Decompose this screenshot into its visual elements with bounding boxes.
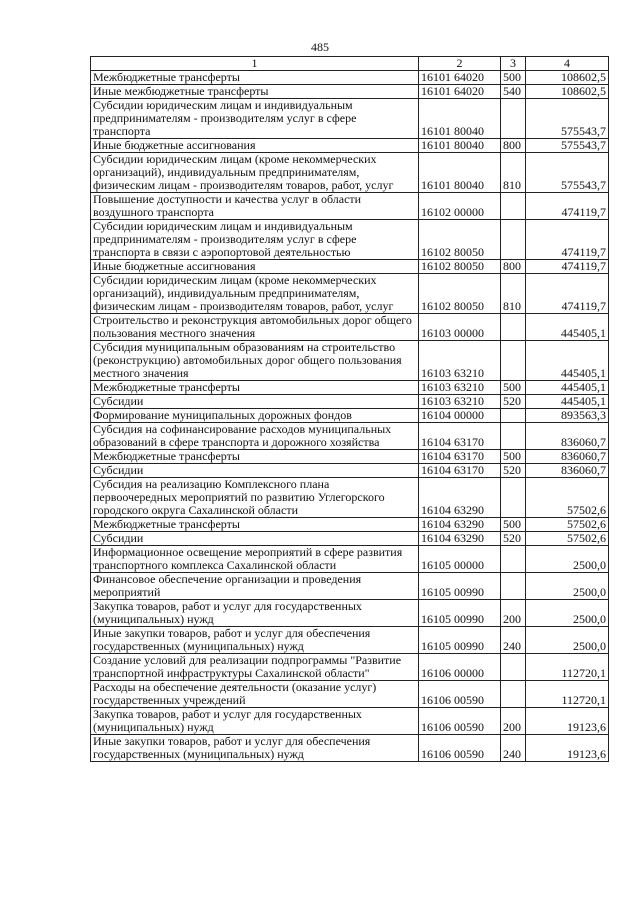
row-name: Строительство и реконструкция автомобильных дорог общего пользования местного значения (91, 314, 419, 341)
row-name: Субсидия муниципальным образованиям на строительство (реконструкцию) автомобильных дорог общего пользования местного значения (91, 341, 419, 381)
row-code: 16102 80050 (419, 220, 501, 260)
row-amount: 19123,6 (526, 735, 609, 762)
row-type (501, 341, 526, 381)
row-amount: 836060,7 (526, 450, 609, 464)
row-type: 500 (501, 450, 526, 464)
row-amount: 2500,0 (526, 600, 609, 627)
row-name: Субсидии (91, 395, 419, 409)
row-type: 500 (501, 71, 526, 85)
row-amount: 2500,0 (526, 546, 609, 573)
row-code: 16101 64020 (419, 71, 501, 85)
row-type (501, 220, 526, 260)
row-name: Субсидии юридическим лицам и индивидуальным предпринимателям - производителям услуг в сфере транспорта в связи с аэропортовой деятельностью (91, 220, 419, 260)
row-type: 500 (501, 381, 526, 395)
row-type (501, 573, 526, 600)
row-name: Иные бюджетные ассигнования (91, 139, 419, 153)
row-type: 200 (501, 708, 526, 735)
row-code: 16103 63210 (419, 395, 501, 409)
row-code: 16104 63170 (419, 450, 501, 464)
row-type: 240 (501, 735, 526, 762)
table-row (91, 395, 609, 409)
table-row (91, 627, 609, 654)
row-name: Повышение доступности и качества услуг в области воздушного транспорта (91, 193, 419, 220)
row-name: Межбюджетные трансферты (91, 450, 419, 464)
row-name: Межбюджетные трансферты (91, 518, 419, 532)
row-type: 800 (501, 260, 526, 274)
row-amount: 893563,3 (526, 409, 609, 423)
row-name: Создание условий для реализации подпрограммы "Развитие транспортной инфраструктуры Сахалинской области" (91, 654, 419, 681)
table-row (91, 735, 609, 762)
row-name: Субсидии юридическим лицам (кроме некоммерческих организаций), индивидуальным предпринимателям, физическим лицам - производителям товаров, работ, услуг (91, 153, 419, 193)
row-name: Иные бюджетные ассигнования (91, 260, 419, 274)
row-amount: 112720,1 (526, 681, 609, 708)
row-amount: 575543,7 (526, 99, 609, 139)
table-row (91, 532, 609, 546)
row-type: 520 (501, 464, 526, 478)
row-code: 16102 80050 (419, 260, 501, 274)
row-amount: 445405,1 (526, 395, 609, 409)
row-amount: 445405,1 (526, 341, 609, 381)
row-code: 16105 00990 (419, 600, 501, 627)
row-code: 16105 00990 (419, 627, 501, 654)
table-row (91, 464, 609, 478)
page-number: 485 (311, 40, 329, 54)
table-row (91, 573, 609, 600)
table-row (91, 153, 609, 193)
row-amount: 19123,6 (526, 708, 609, 735)
row-type: 810 (501, 274, 526, 314)
row-type (501, 409, 526, 423)
table-row (91, 423, 609, 450)
table-row (91, 478, 609, 518)
table-row (91, 409, 609, 423)
row-type (501, 99, 526, 139)
row-amount: 474119,7 (526, 220, 609, 260)
row-amount: 57502,6 (526, 478, 609, 518)
row-type (501, 423, 526, 450)
row-type (501, 193, 526, 220)
table-row (91, 71, 609, 85)
table-row (91, 681, 609, 708)
table-row (91, 381, 609, 395)
row-name: Финансовое обеспечение организации и проведения мероприятий (91, 573, 419, 600)
row-amount: 108602,5 (526, 85, 609, 99)
row-code: 16101 80040 (419, 139, 501, 153)
row-name: Иные закупки товаров, работ и услуг для обеспечения государственных (муниципальных) нужд (91, 627, 419, 654)
row-name: Формирование муниципальных дорожных фондов (91, 409, 419, 423)
row-type: 810 (501, 153, 526, 193)
table-row (91, 85, 609, 99)
row-name: Межбюджетные трансферты (91, 381, 419, 395)
row-code: 16101 80040 (419, 153, 501, 193)
row-type: 240 (501, 627, 526, 654)
table-row (91, 260, 609, 274)
row-type: 520 (501, 532, 526, 546)
row-code: 16104 63290 (419, 478, 501, 518)
row-type (501, 478, 526, 518)
row-type: 540 (501, 85, 526, 99)
row-code: 16104 63170 (419, 423, 501, 450)
row-type: 500 (501, 518, 526, 532)
row-type (501, 654, 526, 681)
row-name: Субсидии (91, 464, 419, 478)
row-amount: 836060,7 (526, 464, 609, 478)
table-row (91, 708, 609, 735)
row-type (501, 681, 526, 708)
row-code: 16104 63170 (419, 464, 501, 478)
row-amount: 57502,6 (526, 518, 609, 532)
table-row (91, 654, 609, 681)
table-row (91, 139, 609, 153)
table-row (91, 600, 609, 627)
row-code: 16104 63290 (419, 532, 501, 546)
row-code: 16103 63210 (419, 341, 501, 381)
row-code: 16103 00000 (419, 314, 501, 341)
row-amount: 474119,7 (526, 260, 609, 274)
row-name: Расходы на обеспечение деятельности (оказание услуг) государственных учреждений (91, 681, 419, 708)
row-code: 16106 00590 (419, 708, 501, 735)
row-name: Субсидии юридическим лицам (кроме некоммерческих организаций), индивидуальным предпринимателям, физическим лицам - производителям товаров, работ, услуг (91, 274, 419, 314)
row-amount: 112720,1 (526, 654, 609, 681)
row-amount: 2500,0 (526, 627, 609, 654)
row-name: Субсидия на софинансирование расходов муниципальных образований в сфере транспорта и дорожного хозяйства (91, 423, 419, 450)
row-name: Информационное освещение мероприятий в сфере развития транспортного комплекса Сахалинской области (91, 546, 419, 573)
row-amount: 445405,1 (526, 381, 609, 395)
row-amount: 836060,7 (526, 423, 609, 450)
table-row (91, 546, 609, 573)
header-col-1: 1 (91, 57, 419, 71)
row-amount: 57502,6 (526, 532, 609, 546)
row-type: 520 (501, 395, 526, 409)
row-code: 16105 00990 (419, 573, 501, 600)
row-code: 16101 64020 (419, 85, 501, 99)
row-amount: 575543,7 (526, 139, 609, 153)
row-name: Закупка товаров, работ и услуг для государственных (муниципальных) нужд (91, 600, 419, 627)
header-col-2: 2 (419, 57, 501, 71)
row-amount: 474119,7 (526, 274, 609, 314)
table-row (91, 341, 609, 381)
table-row (91, 99, 609, 139)
row-name: Субсидии юридическим лицам и индивидуальным предпринимателям - производителям услуг в сфере транспорта (91, 99, 419, 139)
row-code: 16105 00000 (419, 546, 501, 573)
row-name: Закупка товаров, работ и услуг для государственных (муниципальных) нужд (91, 708, 419, 735)
row-type (501, 546, 526, 573)
row-code: 16106 00000 (419, 654, 501, 681)
table-row (91, 193, 609, 220)
row-amount: 2500,0 (526, 573, 609, 600)
row-code: 16102 80050 (419, 274, 501, 314)
row-name: Межбюджетные трансферты (91, 71, 419, 85)
table-row (91, 450, 609, 464)
header-col-3: 3 (501, 57, 526, 71)
row-code: 16103 63210 (419, 381, 501, 395)
header-col-4: 4 (526, 57, 609, 71)
row-type: 800 (501, 139, 526, 153)
row-name: Иные межбюджетные трансферты (91, 85, 419, 99)
row-type: 200 (501, 600, 526, 627)
row-code: 16101 80040 (419, 99, 501, 139)
table-row (91, 274, 609, 314)
row-type (501, 314, 526, 341)
row-name: Субсидии (91, 532, 419, 546)
header-row (91, 57, 609, 71)
budget-table (90, 56, 609, 762)
row-name: Субсидия на реализацию Комплексного плана первоочередных мероприятий по развитию Углегорского городского округа Сахалинской области (91, 478, 419, 518)
row-name: Иные закупки товаров, работ и услуг для обеспечения государственных (муниципальных) нужд (91, 735, 419, 762)
row-amount: 575543,7 (526, 153, 609, 193)
row-amount: 474119,7 (526, 193, 609, 220)
row-amount: 445405,1 (526, 314, 609, 341)
row-code: 16106 00590 (419, 735, 501, 762)
table-row (91, 220, 609, 260)
row-code: 16104 00000 (419, 409, 501, 423)
table-row (91, 314, 609, 341)
row-code: 16106 00590 (419, 681, 501, 708)
row-code: 16104 63290 (419, 518, 501, 532)
row-code: 16102 00000 (419, 193, 501, 220)
table-row (91, 518, 609, 532)
row-amount: 108602,5 (526, 71, 609, 85)
